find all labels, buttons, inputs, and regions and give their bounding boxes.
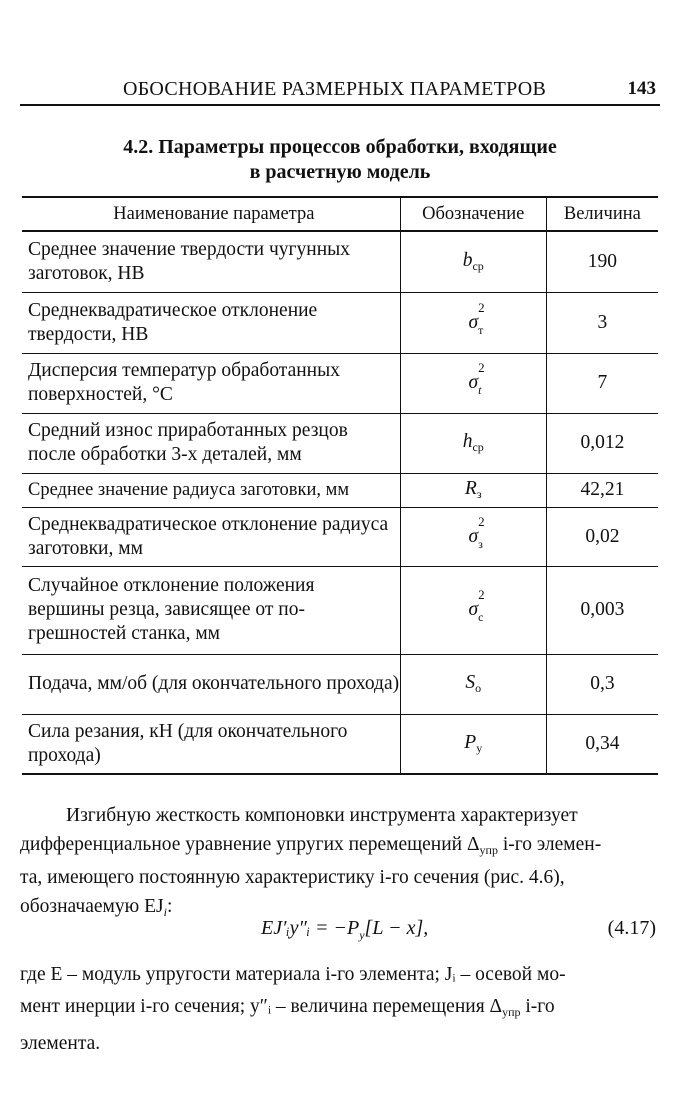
symbol-subscript: t	[478, 383, 482, 397]
paragraph-line: та, имеющего постоянную характеристику i-го сечения (рис. 4.6),	[20, 867, 565, 888]
param-symbol	[400, 654, 546, 714]
param-name-line: грешностей станка, мм	[28, 623, 221, 644]
paragraph-line	[20, 991, 660, 1028]
equation-tail: [L − x],	[364, 917, 429, 939]
column-header-symbol: Обозначение	[400, 197, 546, 231]
page-header	[20, 78, 660, 106]
delta-subscript: упр	[502, 1005, 521, 1019]
param-symbol	[400, 353, 546, 413]
param-value: 0,02	[546, 507, 658, 566]
equation	[20, 915, 660, 947]
equation-expression	[261, 917, 428, 943]
symbol-main: σ	[468, 311, 479, 333]
param-symbol	[400, 413, 546, 473]
param-name: Дисперсия температур обработанных поверхностей, °С	[22, 353, 400, 413]
page-number: 143	[627, 78, 656, 99]
column-header-name: Наименование параметра	[22, 197, 400, 231]
symbol-superscript: 2	[478, 360, 485, 375]
param-name: Среднее значение радиуса заготовки, мм	[22, 473, 400, 507]
equation-subscript: y	[359, 928, 365, 942]
symbol-subscript: з	[478, 536, 483, 551]
column-header-value: Величина	[546, 197, 658, 231]
equation-number: (4.17)	[607, 917, 656, 939]
table-row	[22, 566, 658, 654]
param-name: Средний износ приработанных резцов после обработки 3-х деталей, мм	[22, 413, 400, 473]
table-row	[22, 353, 658, 413]
symbol-main: S	[465, 672, 476, 693]
paragraph-line	[20, 831, 660, 865]
param-name	[22, 566, 400, 654]
symbol-main: σ	[468, 599, 479, 620]
param-name: Среднеквадратическое отклонение твердости, НВ	[22, 292, 400, 353]
table-row	[22, 231, 658, 292]
paragraph-text: дифференциальное уравнение упругих перемещений Δ	[20, 833, 480, 855]
table-row	[22, 473, 658, 507]
symbol-superscript: 2	[478, 299, 485, 315]
param-name: Среднее значение твердости чугунных заготовок, НВ	[22, 231, 400, 292]
table-row	[22, 507, 658, 566]
section-title	[20, 135, 660, 185]
param-symbol	[400, 566, 546, 654]
explanation-paragraph	[20, 959, 660, 1060]
param-value: 0,34	[546, 714, 658, 774]
table-row	[22, 292, 658, 353]
symbol-subscript: ср	[472, 258, 484, 273]
symbol-subscript: з	[476, 487, 482, 501]
param-value: 42,21	[546, 473, 658, 507]
param-symbol	[400, 292, 546, 353]
symbol-main: h	[462, 431, 473, 452]
symbol-main: σ	[468, 372, 479, 393]
param-name: Сила резания, кН (для окончательного прохода)	[22, 714, 400, 774]
table-row	[22, 413, 658, 473]
delta-subscript: упр	[479, 842, 498, 857]
param-value: 0,3	[546, 654, 658, 714]
ej-subscript: i	[163, 904, 167, 919]
symbol-main: P	[464, 731, 477, 753]
section-title-line-1: 4.2. Параметры процессов обработки, входящие	[123, 136, 557, 158]
paragraph-text: i-го элемен-	[497, 833, 602, 855]
symbol-subscript: y	[476, 740, 483, 755]
paragraph-text: i-го	[520, 996, 555, 1017]
param-symbol	[400, 473, 546, 507]
symbol-superscript: 2	[478, 513, 485, 529]
table-header-row	[22, 197, 658, 231]
paragraph-line: где E – модуль упругости материала i-го элемента; Jᵢ – осевой мо-	[20, 964, 566, 985]
param-name-line: вершины резца, зависящее от по-	[28, 599, 305, 620]
symbol-main: R	[464, 478, 477, 499]
param-value: 190	[546, 231, 658, 292]
symbol-main: b	[462, 249, 473, 271]
parameters-table	[22, 196, 658, 775]
param-value: 3	[546, 292, 658, 353]
param-name: Подача, мм/об (для окончательного прохода)	[22, 654, 400, 714]
section-title-line-2: в расчетную модель	[249, 161, 431, 183]
param-value: 7	[546, 353, 658, 413]
paragraph-text: :	[166, 895, 173, 917]
param-symbol	[400, 231, 546, 292]
symbol-superscript: 2	[478, 587, 485, 602]
symbol-subscript: т	[478, 322, 484, 337]
paragraph-line: Изгибную жесткость компоновки инструмента характеризует	[66, 805, 578, 826]
param-symbol	[400, 507, 546, 566]
table-row	[22, 654, 658, 714]
running-title: ОБОСНОВАНИЕ РАЗМЕРНЫХ ПАРАМЕТРОВ	[123, 78, 547, 100]
symbol-subscript: с	[478, 610, 484, 624]
param-symbol	[400, 714, 546, 774]
param-value: 0,003	[546, 566, 658, 654]
param-name: Среднеквадратическое отклонение радиуса заготовки, мм	[22, 507, 400, 566]
symbol-subscript: o	[475, 681, 482, 695]
param-name-line: Случайное отклонение положения	[28, 575, 315, 596]
symbol-main: σ	[468, 525, 479, 547]
table-row	[22, 714, 658, 774]
symbol-subscript: ср	[472, 440, 484, 454]
body-paragraph	[20, 802, 660, 926]
equation-lhs: EJ′ᵢy″ᵢ = −P	[261, 917, 360, 939]
paragraph-text: обозначаемую EJ	[20, 895, 164, 917]
paragraph-text: мент инерции i-го сечения; y″ᵢ – величина перемещения Δ	[20, 996, 503, 1017]
param-value: 0,012	[546, 413, 658, 473]
paragraph-line: элемента.	[20, 1033, 101, 1054]
